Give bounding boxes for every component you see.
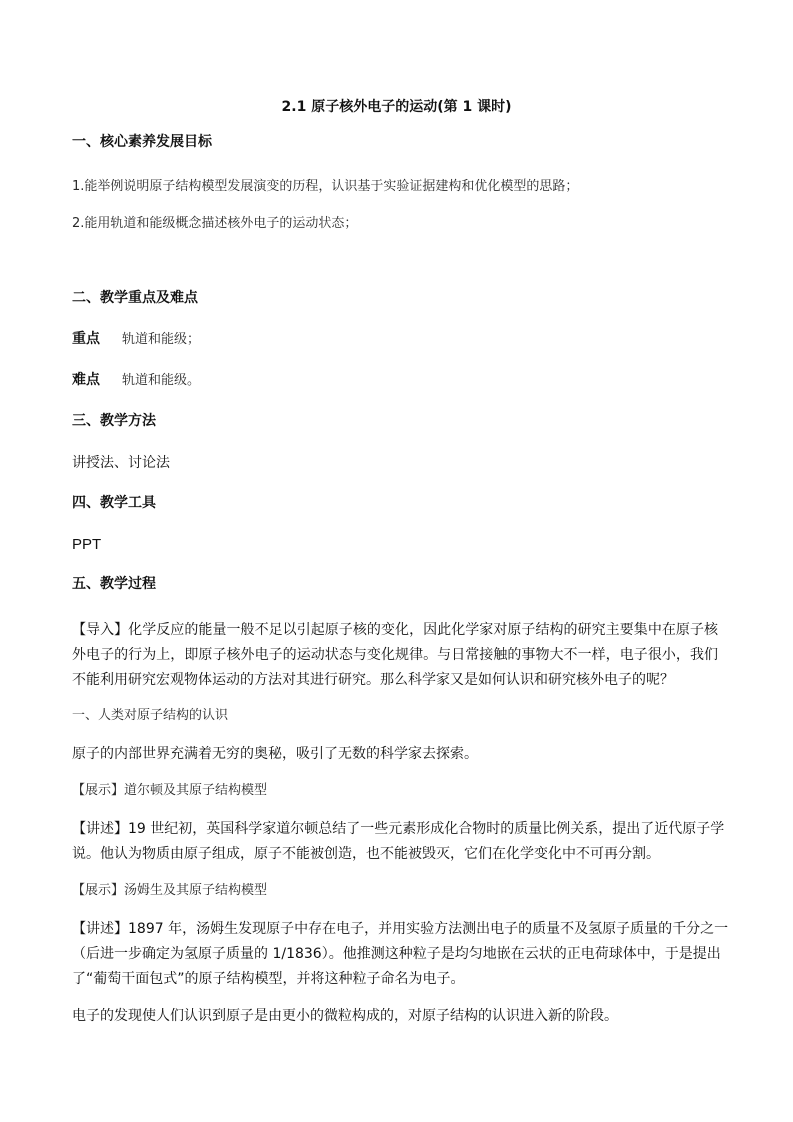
difficulty-label: 难点: [72, 372, 100, 388]
paragraph: 原子的内部世界充满着无穷的奥秘，吸引了无数的科学家去探索。: [72, 746, 478, 762]
difficulty-text: 轨道和能级。: [122, 373, 201, 388]
conclusion-paragraph: 电子的发现使人们认识到原子是由更小的微粒构成的，对原子结构的认识进入新的阶段。: [72, 1008, 618, 1024]
subheading: 一、人类对原子结构的认识: [72, 708, 229, 723]
objective-item: 1.能举例说明原子结构模型发展演变的历程，认识基于实验证据建构和优化模型的思路；: [72, 179, 579, 194]
section-heading-tools: 四、教学工具: [72, 495, 156, 511]
methods-text: 讲授法、讨论法: [72, 455, 170, 471]
tools-text: PPT: [72, 536, 102, 553]
lecture-line: 了“葡萄干面包式”的原子结构模型，并将这种粒子命名为电子。: [72, 971, 465, 987]
lecture-line: 【讲述】1897 年，汤姆生发现原子中存在电子，并用实验方法测出电子的质量不及氢原子质量的千分之一: [72, 921, 729, 937]
section-heading-objectives: 一、核心素养发展目标: [72, 134, 212, 150]
objective-item: 2.能用轨道和能级概念描述核外电子的运动状态；: [72, 216, 358, 231]
lecture-line: 【讲述】19 世纪初，英国科学家道尔顿总结了一些元素形成化合物时的质量比例关系，提出了近代原子学: [72, 821, 725, 837]
show-line: 【展示】道尔顿及其原子结构模型: [72, 783, 268, 798]
intro-line: 外电子的行为上，即原子核外电子的运动状态与变化规律。与日常接触的事物大不一样，电子很小，我们: [72, 647, 718, 663]
section-heading-methods: 三、教学方法: [72, 413, 156, 429]
intro-line: 【导入】化学反应的能量一般不足以引起原子核的变化，因此化学家对原子结构的研究主要集中在原子核: [72, 622, 718, 638]
section-heading-process: 五、教学过程: [72, 576, 156, 592]
key-point-row: [72, 330, 200, 348]
difficulty-row: [72, 371, 200, 389]
key-point-label: 重点: [72, 331, 100, 347]
lecture-line: 说。他认为物质由原子组成，原子不能被创造，也不能被毁灭，它们在化学变化中不可再分割。: [72, 846, 660, 862]
show-line: 【展示】汤姆生及其原子结构模型: [72, 883, 268, 898]
document-title: 2.1 原子核外电子的运动(第 1 课时): [281, 99, 512, 115]
key-point-text: 轨道和能级；: [122, 332, 201, 347]
lecture-line: （后进一步确定为氢原子质量的 1/1836）。他推测这种粒子是均匀地嵌在云状的正电荷球体中，于是提出: [72, 946, 721, 962]
intro-line: 不能利用研究宏观物体运动的方法对其进行研究。那么科学家又是如何认识和研究核外电子的呢？: [72, 672, 674, 688]
section-heading-key-points: 二、教学重点及难点: [72, 290, 198, 306]
